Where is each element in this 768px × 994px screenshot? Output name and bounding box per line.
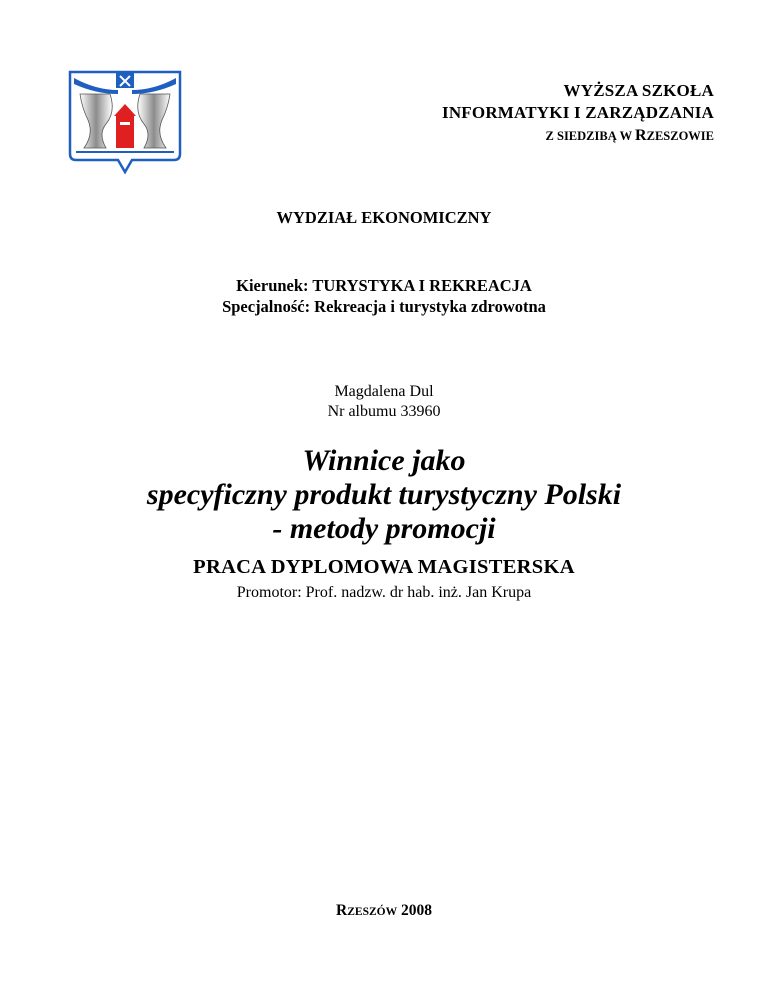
faculty-name: WYDZIAŁ EKONOMICZNY — [276, 208, 492, 227]
author-name: Magdalena Dul — [334, 383, 434, 400]
author-info — [0, 382, 768, 422]
thesis-title — [0, 444, 768, 546]
university-seat-prefix: Z SIEDZIBĄ W — [545, 129, 636, 143]
university-name — [442, 80, 714, 148]
thesis-type: PRACA DYPLOMOWA MAGISTERSKA — [193, 556, 575, 578]
year: 2008 — [397, 902, 432, 919]
specialization: Specjalność: Rekreacja i turystyka zdrowotna — [222, 297, 546, 316]
university-seat — [442, 124, 714, 148]
university-crest-icon — [66, 68, 184, 176]
thesis-title-line3: - metody promocji — [272, 512, 496, 545]
university-seat-rest: ZESZOWIE — [646, 129, 714, 143]
thesis-title-line2: specyficzny produkt turystyczny Polski — [146, 478, 622, 511]
place-and-year — [0, 902, 768, 920]
place-initial: R — [336, 902, 348, 919]
album-number: Nr albumu 33960 — [327, 403, 441, 420]
promotor: Promotor: Prof. nadzw. dr hab. inż. Jan Krupa — [236, 584, 532, 601]
study-info — [0, 275, 768, 317]
thesis-title-line1: Winnice jako — [302, 444, 466, 477]
university-seat-initial: R — [635, 127, 647, 144]
university-logo — [66, 68, 184, 176]
field-of-study: Kierunek: TURYSTYKA I REKREACJA — [236, 276, 532, 295]
place-rest: ZESZÓW — [347, 906, 398, 918]
university-name-line2: INFORMATYKI I ZARZĄDZANIA — [442, 103, 714, 122]
university-name-line1: WYŻSZA SZKOŁA — [563, 81, 714, 100]
